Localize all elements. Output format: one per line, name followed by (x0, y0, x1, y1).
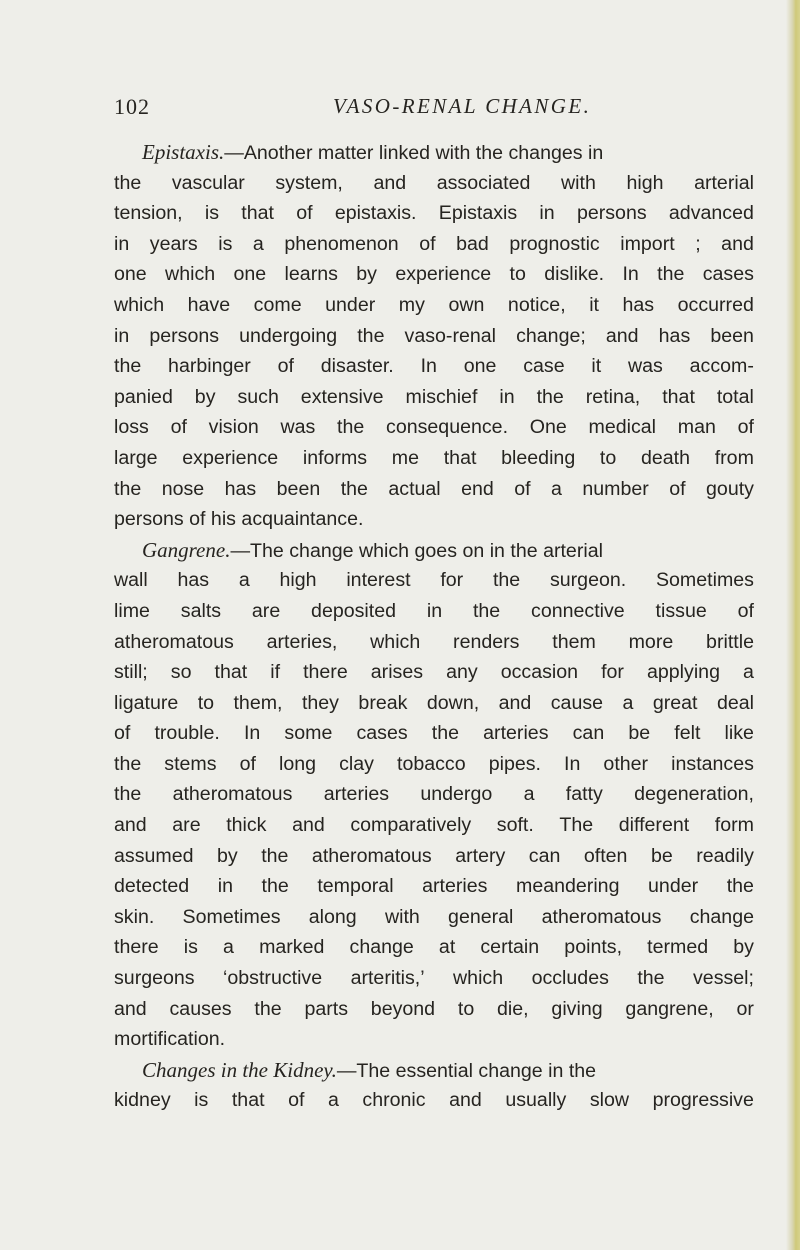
text-line: lime salts are deposited in the connective tissue of (114, 599, 754, 622)
text-line: in persons undergoing the vaso-renal change; and has been (114, 324, 754, 347)
running-title: VASO-RENAL CHANGE. (333, 94, 592, 118)
text-line: ligature to them, they break down, and cause a great deal (114, 691, 754, 714)
text-line: in years is a phenomenon of bad prognostic import ; and (114, 232, 754, 255)
text-line: the vascular system, and associated with high arterial (114, 171, 754, 194)
text-line: of trouble. In some cases the arteries can be felt like (114, 722, 754, 745)
body-text (114, 137, 754, 1116)
text-line: loss of vision was the consequence. One medical man of (114, 416, 754, 439)
text-line: tension, is that of epistaxis. Epistaxis in persons advanced (114, 202, 754, 225)
running-head (114, 94, 754, 124)
section-lead: Gangrene. (142, 537, 231, 562)
text-line: the nose has been the actual end of a number of gouty (114, 477, 754, 500)
text-line: and causes the parts beyond to die, giving gangrene, or (114, 997, 754, 1020)
section-lead: Changes in the Kidney. (142, 1057, 337, 1082)
text-line: the atheromatous arteries undergo a fatty degeneration, (114, 783, 754, 806)
text-line: large experience informs me that bleeding to death from (114, 446, 754, 469)
page-number: 102 (114, 94, 150, 119)
text-line: atheromatous arteries, which renders them more brittle (114, 630, 754, 653)
text-line: persons of his acquaintance. (114, 508, 364, 531)
text-line: Epistaxis.—Another matter linked with the changes in (142, 140, 604, 164)
text-line: the harbinger of disaster. In one case it was accom- (114, 355, 754, 378)
text-line: mortification. (114, 1028, 226, 1051)
text-line: still; so that if there arises any occasion for applying a (114, 661, 754, 684)
text-line: assumed by the atheromatous artery can often be readily (114, 844, 754, 867)
text-line: skin. Sometimes along with general atheromatous change (114, 905, 754, 928)
text-line: panied by such extensive mischief in the retina, that total (114, 385, 754, 408)
section-lead: Epistaxis. (142, 140, 225, 164)
text-line: wall has a high interest for the surgeon. Sometimes (114, 569, 754, 592)
text-line: one which one learns by experience to dislike. In the cases (114, 263, 754, 286)
text-line: kidney is that of a chronic and usually slow progressive (114, 1089, 754, 1112)
page-edge (786, 0, 800, 1250)
text-line: the stems of long clay tobacco pipes. In other instances (114, 752, 754, 775)
text-line: and are thick and comparatively soft. The different form (114, 814, 754, 837)
text-line: surgeons ‘obstructive arteritis,’ which occludes the vessel; (114, 967, 754, 990)
text-line: there is a marked change at certain points, termed by (114, 936, 754, 959)
text-line: detected in the temporal arteries meandering under the (114, 875, 754, 898)
text-line: Changes in the Kidney.—The essential change in the (142, 1057, 597, 1082)
text-line: which have come under my own notice, it has occurred (114, 293, 754, 316)
text-line: Gangrene.—The change which goes on in the arterial (142, 537, 603, 562)
